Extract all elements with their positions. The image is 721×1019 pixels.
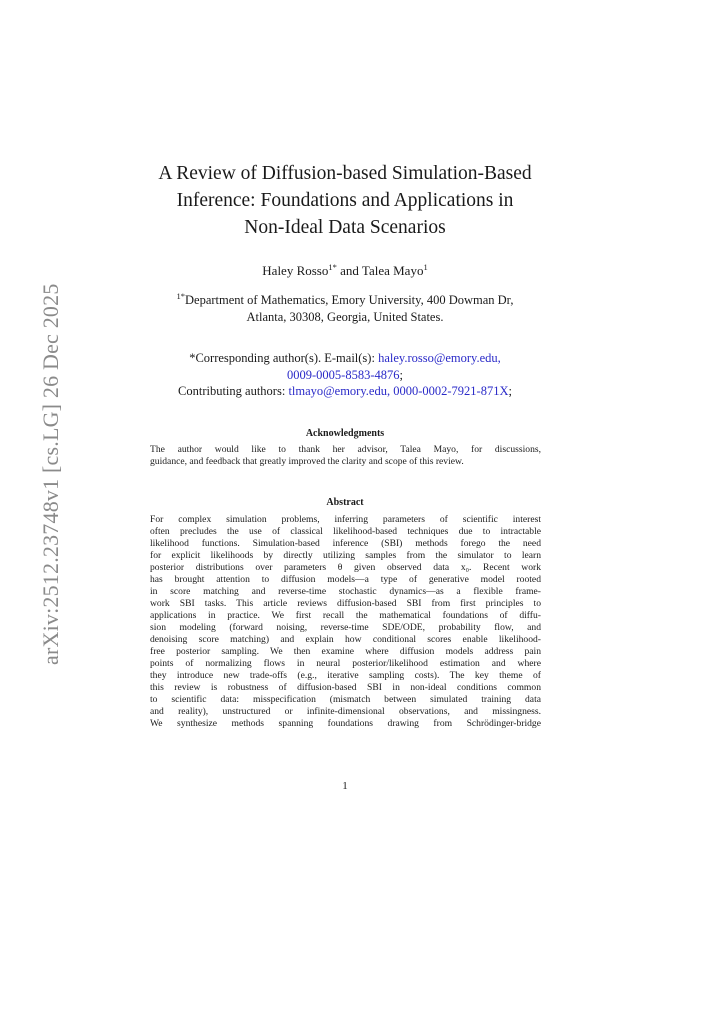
contributing-email-link[interactable]: tlmayo@emory.edu, (288, 384, 391, 398)
title-line-3: Non-Ideal Data Scenarios (244, 217, 446, 238)
contributing-suffix: ; (508, 384, 512, 398)
abstract-line: they introduce new trade-offs (e.g., iterative sampling costs). The key theme of (150, 670, 541, 681)
affiliation-superscript: 1* (176, 291, 185, 301)
corresponding-author-block (130, 350, 560, 400)
abstract-line: We synthesize methods spanning foundations drawing from Schrödinger-bridge (150, 718, 541, 729)
author-superscript: 1* (328, 262, 337, 272)
abstract-line: often precludes the use of classical likelihood-based techniques due to intractable (150, 526, 541, 537)
acknowledgments-heading: Acknowledgments (305, 428, 385, 439)
author-list (120, 262, 570, 279)
title-line-1: A Review of Diffusion-based Simulation-Based (158, 163, 532, 184)
abstract-line: in score matching and reverse-time stochastic dynamics—as a flexible frame- (150, 586, 541, 597)
abstract-heading: Abstract (326, 497, 364, 508)
affiliation-line-1: Department of Mathematics, Emory University, 400 Dowman Dr, (185, 293, 514, 307)
author-superscript: 1 (423, 262, 428, 272)
abstract-line: for explicit likelihoods by directly utilizing samples from the simulator to learn (150, 550, 541, 561)
abstract-text (150, 514, 541, 730)
acknowledgments-text (150, 444, 541, 468)
abstract-line: and reality), unstructured or infinite-dimensional observations, and missingness. (150, 706, 541, 717)
author-name: Haley Rosso (262, 263, 329, 278)
corresponding-email-link[interactable]: haley.rosso@emory.edu, (378, 351, 501, 365)
contributing-prefix: Contributing authors: (178, 384, 289, 398)
corresponding-orcid-link[interactable]: 0009-0005-8583-4876 (287, 367, 400, 382)
abstract-line: posterior distributions over parameters θ given observed data x₀. Recent work (150, 562, 541, 573)
abstract-line: applications in practice. We first recall the mathematical foundations of diffu- (150, 610, 541, 621)
contributing-orcid-link[interactable]: 0000-0002-7921-871X (393, 384, 509, 398)
orcid-suffix: ; (399, 367, 403, 382)
abstract-line: this review is robustness of diffusion-based SBI in non-ideal conditions common (150, 682, 541, 693)
abstract-line: sion modeling (forward noising, reverse-time SDE/ODE, probability flow, and (150, 622, 541, 633)
paper-title (120, 160, 570, 241)
abstract-line: has brought attention to diffusion models—a type of generative model rooted (150, 574, 541, 585)
abstract-line: points of normalizing flows in neural posterior/likelihood estimation and where (150, 658, 541, 669)
title-line-2: Inference: Foundations and Applications in (176, 190, 514, 211)
ack-line: guidance, and feedback that greatly improved the clarity and scope of this review. (150, 456, 464, 467)
abstract-line: free posterior sampling. We then examine where diffusion models address pain (150, 646, 541, 657)
affiliation (140, 288, 550, 326)
author-conjunction: and (336, 263, 362, 278)
author-name: Talea Mayo (361, 263, 424, 278)
corresponding-prefix: *Corresponding author(s). E-mail(s): (189, 351, 379, 365)
abstract-line: denoising score matching) and explain how conditional scores enable likelihood- (150, 634, 541, 645)
affiliation-line-2: Atlanta, 30308, Georgia, United States. (246, 310, 444, 324)
abstract-line: to scientific data: misspecification (mismatch between simulated training data (150, 694, 541, 705)
abstract-line: likelihood functions. Simulation-based inference (SBI) methods forego the need (150, 538, 541, 549)
arxiv-identifier: arXiv:2512.23748v1 [cs.LG] 26 Dec 2025 (38, 283, 63, 665)
abstract-line: work SBI tasks. This article reviews diffusion-based SBI from first principles to (150, 598, 541, 609)
ack-line: The author would like to thank her advisor, Talea Mayo, for discussions, (150, 444, 541, 455)
page-number: 1 (342, 780, 348, 792)
abstract-line: For complex simulation problems, inferring parameters of scientific interest (150, 514, 541, 525)
